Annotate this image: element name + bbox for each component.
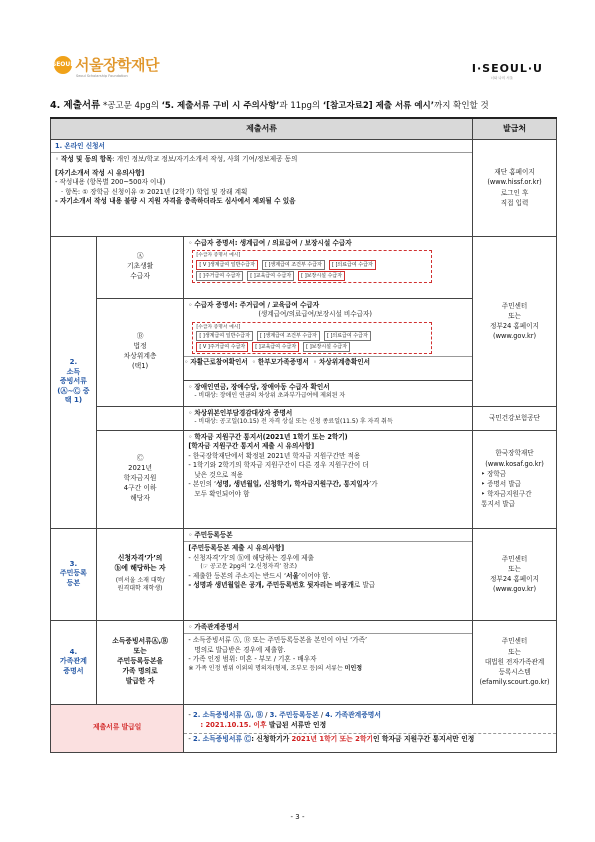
title-mid: 과 11pg의 xyxy=(279,101,321,111)
page-number: - 3 - xyxy=(290,813,305,821)
income-a-line: ◦ 수급자 증명서: 생계급여 / 의료급여 / 보장시설 수급자 xyxy=(188,238,352,247)
nhis-issuer: 국민건강보험공단 xyxy=(473,406,557,430)
income-c-note3: - 본인의 ‘성명, 생년월일, 신청학기, 학자금지원구간, 통지일자’가 xyxy=(188,480,378,489)
online-issuer: 재단 홈페이지 (www.hissf.or.kr) 로그인 후 직접 입력 xyxy=(473,139,557,236)
resident-note1: - 신청자격‘가’의 ⓑ에 해당하는 경우에 제출 xyxy=(188,553,314,562)
logo-text: 서울장학재단 xyxy=(75,56,159,74)
income-c-note2b: 낮은 것으로 적용 xyxy=(194,470,244,479)
documents-table xyxy=(50,117,557,753)
online-note1: - 작성내용 (항목별 200~500자 이내) xyxy=(55,178,166,187)
title-pre: *공고문 4pg의 xyxy=(102,101,159,111)
income-b-label: Ⓑ 법정 차상위계층 (택1) xyxy=(96,298,184,406)
resident-note2: - 제출한 등본의 주소지는 반드시 ‘서울’이어야 함. xyxy=(188,571,331,580)
income-b-line4: ◦ 장애인연금, 장애수당, 장애아동 수급자 확인서 xyxy=(188,382,330,391)
income-a-example-box: [수급자 증명서 예시] [ V ]생계급여 일반수급자 [ ]생계급여 조건부 수급자 [ ]의료급여 수급자 [ ]주거급여 수급자 [ ]교육급여 수급자 [ ]보장시설 수급자 xyxy=(192,250,432,283)
online-line1: ◦ 작성 및 동의 항목: 개인 정보/학교 정보/자기소개서 작성, 사회 기여/정보제공 동의 xyxy=(55,155,298,164)
income-a-label: Ⓐ 기초생활 수급자 xyxy=(96,236,184,298)
family-note1: - 소득증빙서류 Ⓐ, Ⓑ 또는 주민등록등본을 본인이 아닌 ‘가족’ xyxy=(188,636,368,645)
income-b-line5: ◦ 차상위본인부담경감대상자 증명서 xyxy=(188,408,293,417)
income-b-line1: ◦ 수급자 증명서: 주거급여 / 교육급여 수급자 xyxy=(188,300,320,309)
income-c-note3b: 모두 확인되어야 함 xyxy=(194,489,250,498)
resident-cell xyxy=(184,528,473,620)
header-issuer: 발급처 xyxy=(473,118,557,139)
page-header xyxy=(0,0,595,90)
fee-line3: - 2. 소득증빙서류 Ⓒ: 신청학기가 2021년 1학기 또는 2학기인 학자금 지원구간 통지서만 인정 xyxy=(188,734,475,743)
income-ab-issuer: 주민센터 또는 정부24 홈페이지 (www.gov.kr) xyxy=(473,236,557,406)
section-title xyxy=(50,97,489,111)
income-b-line4-sub: - 비대상: 장애인 연금의 차상위 초과부가급여에 제외된 자 xyxy=(194,392,346,400)
resident-line1: ◦ 주민등록등본 xyxy=(188,530,233,539)
online-application-cell xyxy=(51,139,473,236)
income-c-line1: ◦ 학자금 지원구간 통지서(2021년 1학기 또는 2학기) xyxy=(188,432,348,441)
i-seoul-u-subtitle: 너와 나의 서울 xyxy=(490,76,513,80)
title-post: 까지 확인할 것 xyxy=(434,101,489,111)
income-b-nhis-cell xyxy=(184,406,473,430)
seoul-scholarship-logo xyxy=(51,54,159,75)
resident-note-title: [주민등록등본 제출 시 유의사항] xyxy=(188,544,285,553)
logo-mark-icon: SEOUL xyxy=(54,56,72,74)
income-c-note1: - 한국장학재단에서 확정된 2021년 학자금 지원구간만 적용 xyxy=(188,451,361,460)
family-note3: ※ 가족 인정 범위 이외의 명의자(형제, 조부모 등)의 서류는 미인정 xyxy=(188,664,363,672)
income-b-label-cont xyxy=(96,406,184,430)
income-category: 2. 소득 증빙서류 (Ⓐ~Ⓒ 중 택 1) xyxy=(51,236,97,528)
online-note-title: [자기소개서 작성 시 유의사항] xyxy=(55,168,145,177)
income-b-disability-cell xyxy=(184,380,473,406)
family-line1: ◦ 가족관계증명서 xyxy=(188,622,239,631)
family-issuer: 주민센터 또는 대법원 전자가족관계 등록시스템 (efamily.scourt.go.kr) xyxy=(473,620,557,704)
income-c-note2: - 1학기와 2학기의 학자금 지원구간이 다른 경우 지원구간이 더 xyxy=(188,461,369,470)
income-c-note-title: [학자금 지원구간 통지서 제출 시 유의사항] xyxy=(188,442,315,451)
family-note1b: 명의로 발급받은 경우에 제출함. xyxy=(194,645,286,654)
section-number: 4. 제출서류 xyxy=(50,100,101,111)
income-b-line5-sub: - 비대상: 공고일(10.15) 전 자격 상실 또는 신청 종료일(11.5) 후 자격 취득 xyxy=(194,418,393,426)
fee-line1: - 2. 소득증빙서류 Ⓐ, Ⓑ / 3. 주민등록등본 / 4. 가족관계증명서 xyxy=(188,711,381,720)
income-b-line3: ◦ 자활근로참여확인서 ◦ 한부모가족증명서 ◦ 차상위계층확인서 xyxy=(184,356,472,368)
family-note2: - 가족 인정 범위: 미혼 - 부모 / 기혼 - 배우자 xyxy=(188,655,317,664)
income-b-cell xyxy=(184,298,473,380)
resident-category: 3. 주민등록 등본 xyxy=(51,528,97,620)
title-ref2: ‘[참고자료2] 제출 서류 예시’ xyxy=(322,101,434,111)
online-note2: · 항목: ① 장학금 신청이유 ② 2021년 (2학기) 학업 및 장래 계획 xyxy=(61,187,248,196)
resident-label: 신청자격‘가’의 ⓑ에 해당하는 자 (비서울 소재 대학/ 원격대학 재학생) xyxy=(96,528,184,620)
family-label: 소득증빙서류Ⓐ,Ⓑ 또는 주민등록등본을 가족 명의로 발급한 자 xyxy=(96,620,184,704)
header-docs: 제출서류 xyxy=(51,118,473,139)
resident-issuer: 주민센터 또는 정부24 홈페이지 (www.gov.kr) xyxy=(473,528,557,620)
online-title: 1. 온라인 신청서 xyxy=(55,141,105,150)
income-c-label: Ⓒ 2021년 학자금지원 4구간 이하 해당자 xyxy=(96,430,184,528)
family-category: 4. 가족관계 증명서 xyxy=(51,620,97,704)
logo-subtitle: Seoul Scholarship Foundation xyxy=(76,74,128,78)
resident-note1b: (☞ 공고문 2pg의 ‘2.신청자격’ 참조) xyxy=(200,563,297,571)
i-seoul-u-logo: I·SEOUL·U xyxy=(471,62,543,75)
online-note3: - 자기소개서 작성 내용 불량 시 지원 자격을 충족하더라도 심사에서 제외될 수 있음 xyxy=(55,197,296,206)
fee-line2: : 2021.10.15. 이후 발급된 서류만 인정 xyxy=(200,721,327,730)
fee-label: 제출서류 발급일 xyxy=(51,704,184,752)
income-b-example-box: [수급자 증명서 예시] [ ]생계급여 일반수급자 [ ]생계급여 조건부 수급자 [ ]의료급여 수급자 [ V ]주거급여 수급자 [ ]교육급여 수급자 [ ]보장시설 수급자 xyxy=(192,322,432,355)
family-cell xyxy=(184,620,473,704)
fee-cell xyxy=(184,704,557,752)
title-ref1: ‘5. 제출서류 구비 시 주의사항’ xyxy=(161,101,280,111)
income-c-cell xyxy=(184,430,473,528)
income-a-cell xyxy=(184,236,473,298)
income-b-line2: (생계급여/의료급여/보장시설 비수급자) xyxy=(258,310,372,319)
resident-note3: - 성명과 생년월일은 공개, 주민등록번호 뒷자리는 비공개로 발급 xyxy=(188,581,376,590)
income-c-issuer: 한국장학재단 (www.kosaf.go.kr) ‣ 장학금 ‣ 증명서 발급 ‣ 학자금지원구간 통지서 발급 xyxy=(473,430,557,528)
